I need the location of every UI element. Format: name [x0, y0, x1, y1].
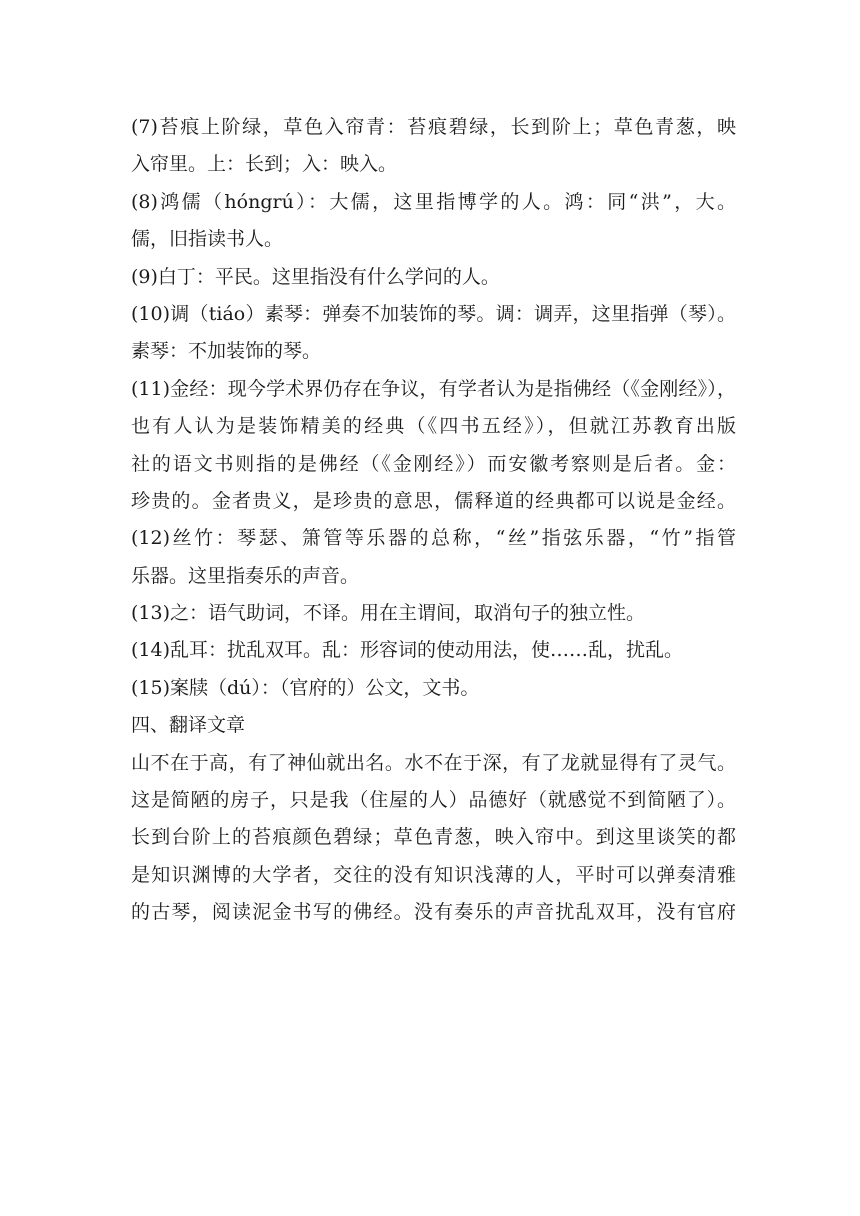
document-body — [131, 109, 736, 932]
text-line: 儒，旧指读书人。 — [131, 228, 284, 251]
text-line: 是知识渊博的大学者，交往的没有知识浅薄的人，平时可以弹奏清雅 — [131, 863, 736, 886]
text-line: 素琴：不加装饰的琴。 — [131, 340, 322, 363]
section-heading: 四、翻译文章 — [131, 714, 246, 737]
text-line: 的古琴，阅读泥金书写的佛经。没有奏乐的声音扰乱双耳，没有官府 — [131, 901, 736, 924]
text-line: 社的语文书则指的是佛经（《金刚经》）而安徽考察则是后者。金： — [131, 452, 736, 475]
text-line: (8)鸿儒（hóngrú）：大儒，这里指博学的人。鸿：同“洪”，大。 — [131, 190, 736, 213]
text-line: 山不在于高，有了神仙就出名。水不在于深，有了龙就显得有了灵气。 — [131, 751, 736, 774]
text-line: (9)白丁：平民。这里指没有什么学问的人。 — [131, 265, 500, 288]
text-line: (12)丝竹：琴瑟、箫管等乐器的总称，“丝”指弦乐器，“竹”指管 — [131, 527, 736, 550]
text-line: 乐器。这里指奏乐的声音。 — [131, 564, 360, 587]
text-line: (15)案牍（dú）：（官府的）公文，文书。 — [131, 676, 480, 699]
text-line: 这是简陋的房子，只是我（住屋的人）品德好（就感觉不到简陋了）。 — [131, 789, 736, 812]
text-line: (14)乱耳：扰乱双耳。乱：形容词的使动用法，使……乱，扰乱。 — [131, 639, 684, 662]
text-line: (11)金经：现今学术界仍存在争议，有学者认为是指佛经（《金刚经》）， — [131, 377, 736, 400]
text-line: (13)之：语气助词，不译。用在主谓间，取消句子的独立性。 — [131, 602, 646, 625]
text-line: (7)苔痕上阶绿，草色入帘青：苔痕碧绿，长到阶上；草色青葱，映 — [131, 116, 736, 138]
text-line: 入帘里。上：长到；入：映入。 — [131, 153, 398, 176]
text-line: 也有人认为是装饰精美的经典（《四书五经》），但就江苏教育出版 — [131, 415, 736, 438]
text-line: (10)调（tiáo）素琴：弹奏不加装饰的琴。调：调弄，这里指弹（琴）。 — [131, 302, 736, 325]
text-line: 长到台阶上的苔痕颜色碧绿；草色青葱，映入帘中。到这里谈笑的都 — [131, 826, 736, 849]
text-line: 珍贵的。金者贵义，是珍贵的意思，儒释道的经典都可以说是金经。 — [131, 489, 736, 512]
